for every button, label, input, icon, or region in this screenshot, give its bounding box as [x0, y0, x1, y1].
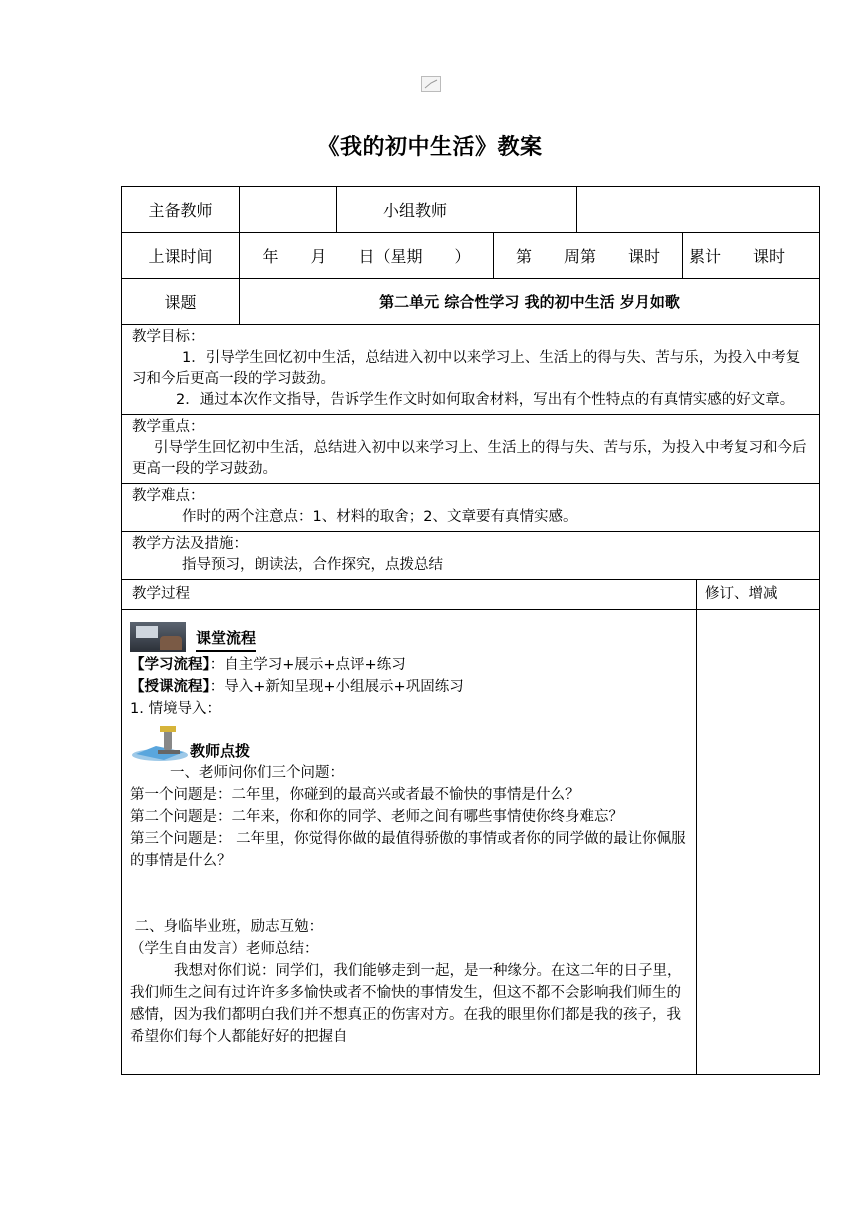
- lead-teacher-label: 主备教师: [122, 187, 240, 233]
- lead-teacher-value[interactable]: [240, 187, 337, 233]
- study-flow-text: ：自主学习+展示+点评+练习: [209, 657, 406, 673]
- row-methods: [122, 532, 820, 580]
- methods-text: 指导预习，朗读法，合作探究，点拨总结: [182, 557, 443, 573]
- teaching-key-points: [122, 415, 820, 484]
- question-intro: 一、老师问你们三个问题：: [170, 765, 344, 781]
- key-points-text: 引导学生回忆初中生活，总结进入初中以来学习上、生活上的得与失、苦与乐，为投入中考复习和今后更高一段的学习鼓劲。: [132, 440, 807, 477]
- key-points-label: 教学重点：: [132, 419, 205, 435]
- classroom-photo-icon: [130, 622, 186, 652]
- process-content: [122, 610, 697, 1075]
- lesson-plan-table: [121, 186, 820, 1075]
- row-difficulties: [122, 484, 820, 532]
- microscope-icon: [130, 724, 190, 762]
- document-title: 《我的初中生活》教案: [317, 135, 543, 160]
- row-process-header: [122, 580, 820, 610]
- section-2-heading: 二、身临毕业班，励志互勉：: [130, 919, 324, 935]
- row-class-time: [122, 233, 820, 279]
- row-process-body: [122, 610, 820, 1075]
- goal-item-1: 1．引导学生回忆初中生活，总结进入初中以来学习上、生活上的得与失、苦与乐，为投入中考复习和今后更高一段的学习鼓劲。: [132, 350, 801, 387]
- study-flow-key: 【学习流程】: [130, 657, 210, 673]
- classroom-flow-heading: [130, 616, 690, 652]
- intro-step: 1. 情境导入：: [130, 701, 221, 717]
- question-3: 第三个问题是： 二年里，你觉得你做的最值得骄傲的事情或者你的同学做的最让你佩服的事情是什么？: [130, 831, 686, 869]
- teacher-summary: 我想对你们说：同学们，我们能够走到一起，是一种缘分。在这二年的日子里，我们师生之间有过许许多多愉快或者不愉快的事情发生，但这不都不会影响我们师生的感情，因为我们都明白我们并不想真正的伤害对方。在我的眼里你们都是我的孩子，我希望你们每个人都能好好的把握自: [130, 963, 682, 1045]
- group-teacher-value[interactable]: [577, 187, 820, 233]
- process-label: 教学过程: [122, 580, 697, 610]
- teaching-methods: [122, 532, 820, 580]
- cumulative-period-value: 累计 课时: [683, 233, 820, 279]
- teaching-difficulties: [122, 484, 820, 532]
- row-goals: [122, 325, 820, 415]
- teacher-tip-heading: [130, 722, 690, 762]
- image-icon: [422, 77, 440, 91]
- topic-value: 第二单元 综合性学习 我的初中生活 岁月如歌: [240, 279, 820, 325]
- class-time-label: 上课时间: [122, 233, 240, 279]
- spacer: [130, 872, 690, 916]
- free-talk: （学生自由发言）老师总结：: [130, 941, 319, 957]
- question-2: 第二个问题是：二年来，你和你的同学、老师之间有哪些事情使你终身难忘？: [130, 809, 623, 825]
- goals-label: 教学目标：: [132, 329, 205, 345]
- class-date-value: 年 月 日（星期 ）: [240, 233, 494, 279]
- teach-flow: [130, 676, 690, 698]
- revise-content[interactable]: [697, 610, 820, 1075]
- row-key-points: [122, 415, 820, 484]
- study-flow: [130, 654, 690, 676]
- teach-flow-key: 【授课流程】: [130, 679, 210, 695]
- teacher-tip-title: 教师点拨: [190, 742, 251, 760]
- row-topic: [122, 279, 820, 325]
- group-teacher-label: 小组教师: [337, 187, 577, 233]
- header-image-placeholder: [421, 76, 441, 92]
- goal-item-2: 2．通过本次作文指导，告诉学生作文时如何取舍材料，写出有个性特点的有真情实感的好文章。: [176, 392, 795, 408]
- topic-label: 课题: [122, 279, 240, 325]
- teaching-goals: [122, 325, 820, 415]
- teach-flow-text: ：导入+新知呈现+小组展示+巩固练习: [209, 679, 464, 695]
- question-1: 第一个问题是：二年里，你碰到的最高兴或者最不愉快的事情是什么？: [130, 787, 580, 803]
- difficulties-label: 教学难点：: [132, 488, 205, 504]
- revise-label: 修订、增减: [697, 580, 820, 610]
- week-period-value: 第 周第 课时: [494, 233, 683, 279]
- classroom-flow-title: 课堂流程: [196, 627, 256, 652]
- difficulties-text: 作时的两个注意点：1、材料的取舍；2、文章要有真情实感。: [182, 509, 578, 525]
- row-teachers: [122, 187, 820, 233]
- methods-label: 教学方法及措施：: [132, 536, 248, 552]
